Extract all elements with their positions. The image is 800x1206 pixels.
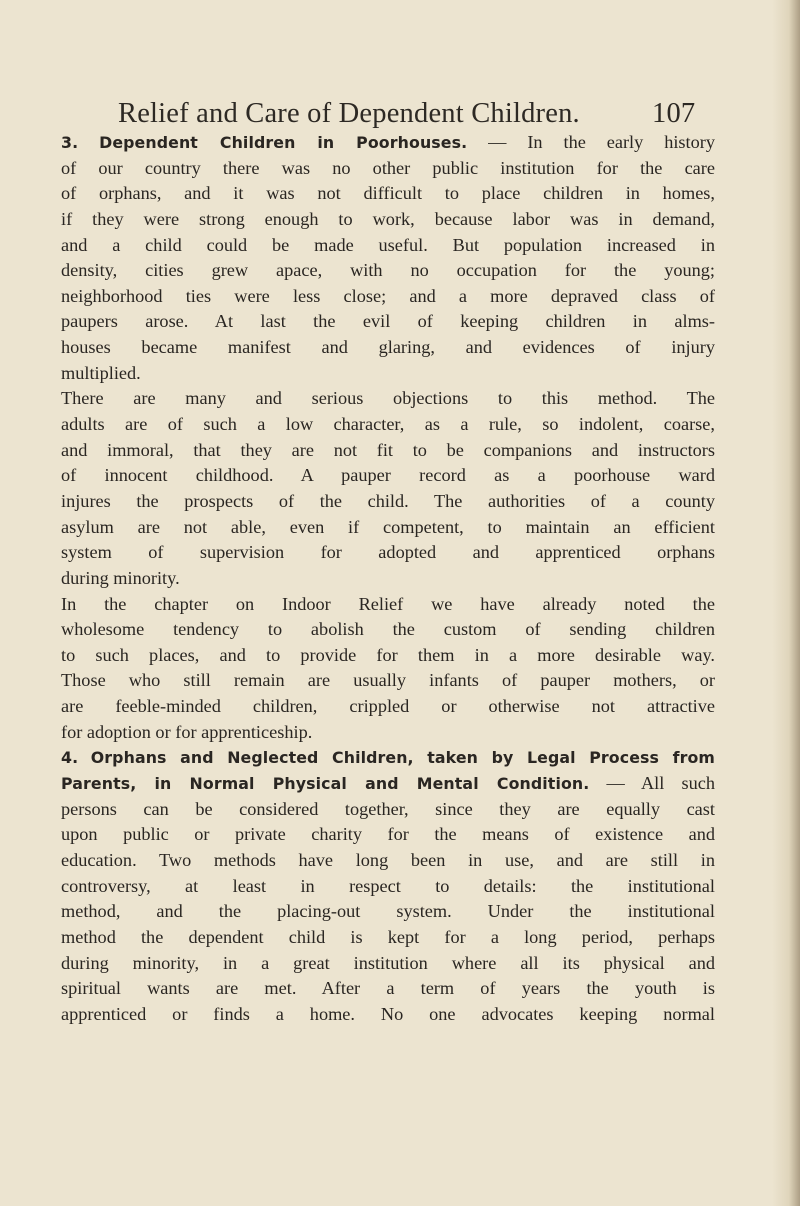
- text-line: neighborhood ties were less close; and a more depraved class of: [61, 285, 715, 306]
- text-line: controversy, at least in respect to details: the institutional: [61, 875, 715, 896]
- text-line: for adoption or for apprenticeship.: [61, 721, 313, 742]
- text-line: In the chapter on Indoor Relief we have already noted the: [61, 593, 715, 614]
- text-line: of orphans, and it was not difficult to place children in homes,: [61, 183, 715, 204]
- text-line: of our country there was no other public institution for the care: [61, 157, 715, 178]
- page-number: 107: [652, 98, 696, 129]
- text-line: multiplied.: [61, 362, 141, 383]
- section-3-heading: Dependent Children in Poorhouses.: [99, 133, 468, 152]
- text-line: apprenticed or finds a home. No one advocates keeping normal: [61, 1003, 715, 1024]
- text-line: There are many and serious objections to this method. The: [61, 388, 715, 409]
- section-3-number: 3.: [61, 133, 79, 152]
- text-line: density, cities grew apace, with no occupation for the young;: [61, 260, 715, 281]
- text-line: adults are of such a low character, as a rule, so indolent, coarse,: [61, 414, 715, 435]
- text-line: method the dependent child is kept for a long period, perhaps: [61, 926, 715, 947]
- text-line: and immoral, that they are not fit to be companions and instructors: [61, 439, 715, 460]
- text-line: Those who still remain are usually infants of pauper mothers, or: [61, 670, 715, 691]
- text-line: are feeble-minded children, crippled or otherwise not attractive: [61, 696, 715, 717]
- text-line: education. Two methods have long been in use, and are still in: [61, 849, 715, 870]
- text-line: during minority.: [61, 567, 180, 588]
- chapter-title: Relief and Care of Dependent Children.: [118, 98, 580, 129]
- text-line: injures the prospects of the child. The authorities of a county: [61, 490, 715, 511]
- text-line-content: — In the early history: [467, 132, 715, 152]
- text-line: if they were strong enough to work, because labor was in demand,: [61, 208, 715, 229]
- text-line: during minority, in a great institution where all its physical and: [61, 952, 715, 973]
- text-line: to such places, and to provide for them in a more desirable way.: [61, 644, 715, 665]
- text-line: [61, 771, 715, 797]
- text-line: system of supervision for adopted and apprenticed orphans: [61, 542, 715, 563]
- text-line: of innocent childhood. A pauper record as a poorhouse ward: [61, 465, 715, 486]
- text-line: paupers arose. At last the evil of keeping children in alms-: [61, 311, 715, 332]
- text-line: houses became manifest and glaring, and evidences of injury: [61, 337, 715, 358]
- text-line: and a child could be made useful. But population increased in: [61, 234, 715, 255]
- body-text: [61, 130, 715, 1027]
- text-line-content: — All such: [589, 773, 715, 794]
- text-line: [61, 130, 715, 156]
- section-4-heading-line1: Orphans and Neglected Children, taken by Legal Process from: [90, 748, 715, 768]
- section-4-number: 4.: [61, 748, 79, 768]
- running-head: [118, 98, 718, 130]
- text-line: [61, 745, 715, 771]
- text-line: asylum are not able, even if competent, to maintain an efficient: [61, 516, 715, 537]
- section-4-heading-line2: Parents, in Normal Physical and Mental Condition.: [61, 774, 590, 794]
- text-line: spiritual wants are met. After a term of years the youth is: [61, 978, 715, 999]
- text-line: wholesome tendency to abolish the custom of sending children: [61, 619, 715, 640]
- text-line: persons can be considered together, since they are equally cast: [61, 798, 715, 819]
- page-edge-shadow: [772, 0, 800, 1206]
- text-line: method, and the placing-out system. Under the institutional: [61, 901, 715, 922]
- text-line: upon public or private charity for the means of existence and: [61, 824, 715, 845]
